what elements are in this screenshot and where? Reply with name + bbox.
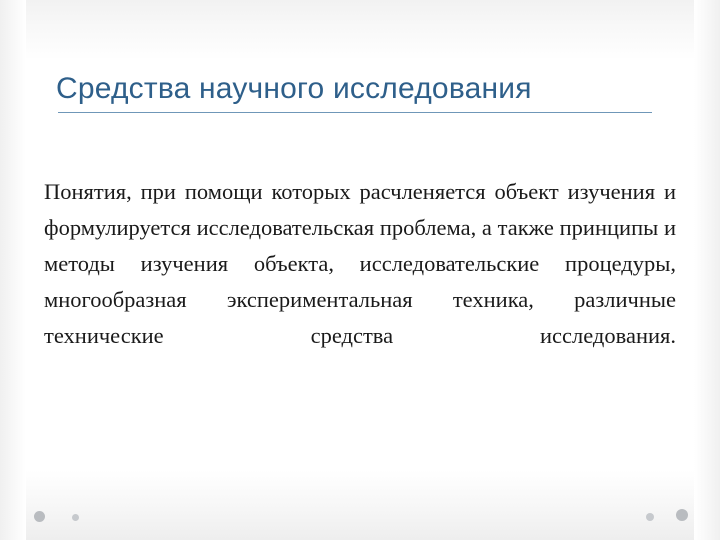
slide-body-text: Понятия, при помощи которых расчленяется объект изучения и формулируется исследовательская проблема, а также принципы и методы изучения объекта, исследовательские процедуры, многообразная экспериментальная техника, различные технические средства исследования. — [44, 179, 676, 348]
slide-background-top — [0, 0, 720, 60]
slide-background-right — [694, 0, 720, 540]
title-underline — [58, 112, 652, 113]
decorative-dot-icon — [646, 513, 654, 521]
decorative-dot-icon — [34, 511, 45, 522]
decorative-dot-icon — [676, 509, 688, 521]
slide-background-bottom — [0, 470, 720, 540]
decorative-dot-icon — [72, 514, 79, 521]
slide-title: Средства научного исследования — [56, 72, 532, 105]
slide-background-left — [0, 0, 26, 540]
